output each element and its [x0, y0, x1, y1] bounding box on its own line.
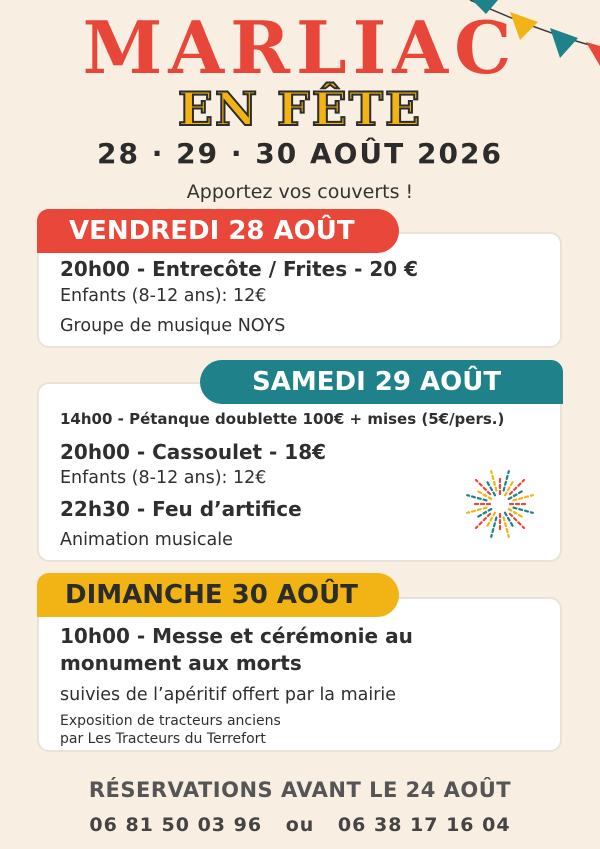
page-title: MARLIAC	[82, 5, 518, 90]
firework-icon	[460, 464, 540, 544]
saturday-line-5: Animation musicale	[60, 530, 233, 550]
bring-cutlery-note: Apportez vos couverts !	[186, 181, 414, 203]
saturday-line-2: 20h00 - Cassoulet - 18€	[60, 440, 327, 464]
friday-banner: VENDREDI 28 AOÛT	[37, 209, 399, 253]
sunday-line-4: Exposition de tracteurs anciens	[60, 713, 281, 729]
saturday-line-4: 22h30 - Feu d’artifice	[60, 497, 302, 521]
sunday-banner: DIMANCHE 30 AOÛT	[37, 573, 399, 617]
saturday-line-3: Enfants (8-12 ans): 12€	[60, 468, 267, 488]
friday-line-1: 20h00 - Entrecôte / Frites - 20 €	[60, 257, 419, 281]
saturday-banner: SAMEDI 29 AOÛT	[200, 360, 563, 404]
phone-1[interactable]: 06 81 50 03 96	[89, 814, 263, 836]
event-dates: 28 · 29 · 30 AOÛT 2026	[97, 137, 503, 170]
friday-line-3: Groupe de musique NOYS	[60, 316, 286, 336]
page-subtitle: EN FÊTE	[177, 82, 423, 136]
phone-or: ou	[285, 814, 315, 836]
sunday-line-2: monument aux morts	[60, 651, 302, 675]
sunday-line-5: par Les Tracteurs du Terrefort	[60, 731, 266, 747]
saturday-line-1: 14h00 - Pétanque doublette 100€ + mises (5€/pers.)	[60, 410, 505, 428]
sunday-line-3: suivies de l’apéritif offert par la mairie	[60, 685, 397, 705]
phone-numbers	[0, 814, 600, 836]
reservations-deadline: RÉSERVATIONS AVANT LE 24 AOÛT	[88, 778, 512, 802]
phone-2[interactable]: 06 38 17 16 04	[337, 814, 511, 836]
friday-line-2: Enfants (8-12 ans): 12€	[60, 286, 267, 306]
sunday-line-1: 10h00 - Messe et cérémonie au	[60, 624, 413, 648]
